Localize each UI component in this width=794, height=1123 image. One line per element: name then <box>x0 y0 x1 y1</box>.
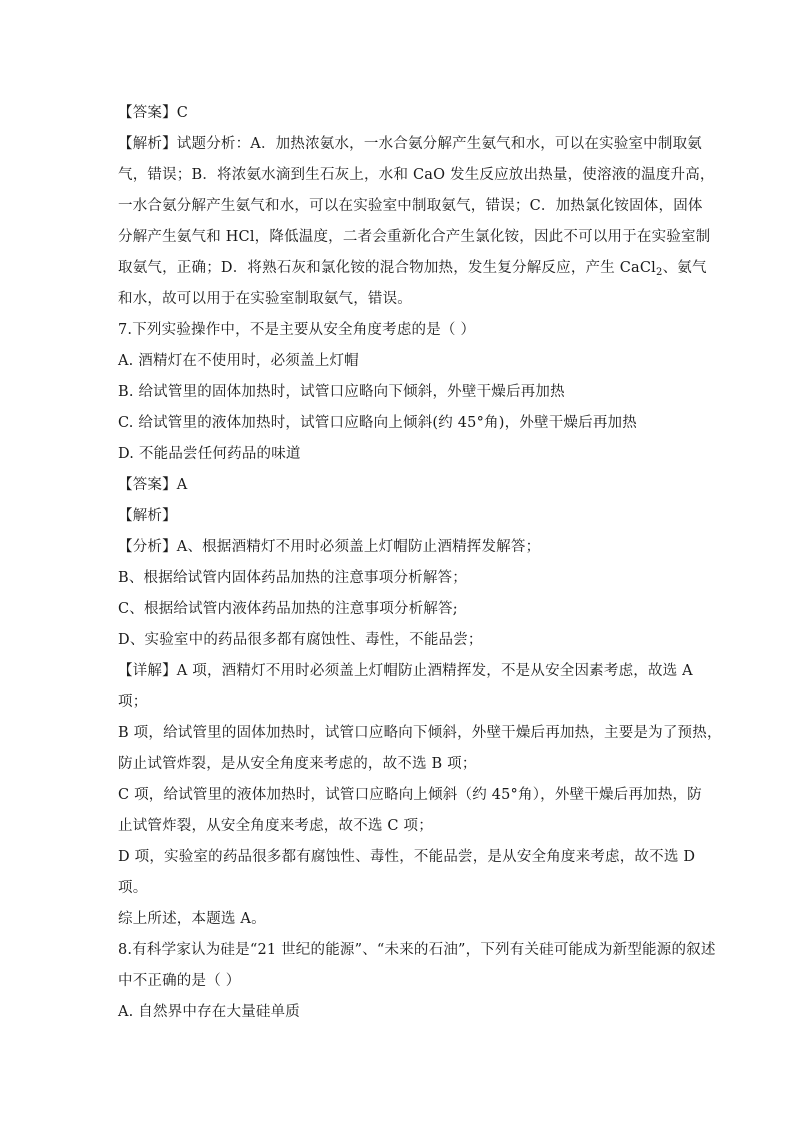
q7-fenxi-line-4: D、实验室中的药品很多都有腐蚀性、毒性，不能品尝； <box>118 632 483 648</box>
q7-fenxi-line-2: B、根据给试管内固体药品加热的注意事项分析解答； <box>118 570 467 586</box>
q8-stem-line-1: 8.有科学家认为硅是“21 世纪的能源”、“未来的石油”，下列有关硅可能成为新型能源的叙述 <box>118 942 716 958</box>
q7-option-a: A. 酒精灯在不使用时，必须盖上灯帽 <box>118 353 359 369</box>
q7-fenxi-line-3: C、根据给试管内液体药品加热的注意事项分析解答; <box>118 601 458 617</box>
q7-xiangjie-line-2: 项； <box>118 694 148 710</box>
cacl2-subscript: 2 <box>656 267 663 278</box>
q7-xiangjie-line-6: 止试管炸裂，从安全角度来考虑，故不选 C 项； <box>118 818 433 834</box>
q8-option-a: A. 自然界中存在大量硅单质 <box>118 1004 300 1020</box>
q7-option-c: C. 给试管里的液体加热时，试管口应略向上倾斜(约 45°角)，外壁干燥后再加热 <box>118 415 637 431</box>
q6-analysis-line-3: 一水合氨分解产生氨气和水，可以在实验室中制取氨气，错误；C．加热氯化铵固体，固体 <box>118 198 703 214</box>
q8-stem-line-2: 中不正确的是（ ） <box>118 973 241 989</box>
q7-analysis-heading: 【解析】 <box>118 508 177 524</box>
q7-xiangjie-line-4: 防止试管炸裂，是从安全角度来考虑的，故不选 B 项； <box>118 756 477 772</box>
q6-analysis-line-5 <box>118 258 707 278</box>
q6-analysis-line-1: 【解析】试题分析：A．加热浓氨水，一水合氨分解产生氨气和水，可以在实验室中制取氨 <box>118 136 702 152</box>
q7-stem: 7.下列实验操作中，不是主要从安全角度考虑的是（ ） <box>118 322 476 338</box>
q7-xiangjie-line-3: B 项，给试管里的固体加热时，试管口应略向下倾斜，外壁干燥后再加热，主要是为了预热， <box>118 725 722 741</box>
q7-xiangjie-line-7: D 项，实验室的药品很多都有腐蚀性、毒性，不能品尝，是从安全角度来考虑，故不选 D <box>118 849 696 865</box>
q6-analysis-line-5-tail: 、氨气 <box>662 260 707 276</box>
q7-summary: 综上所述，本题选 A。 <box>118 911 266 927</box>
q6-analysis-line-4: 分解产生氨气和 HCl，降低温度，二者会重新化合产生氯化铵，因此不可以用于在实验室制 <box>118 229 711 245</box>
q6-analysis-line-6: 和水，故可以用于在实验室制取氨气，错误。 <box>118 291 412 307</box>
q6-analysis-line-2: 气，错误；B．将浓氨水滴到生石灰上，水和 CaO 发生反应放出热量，使溶液的温度升高， <box>118 167 715 183</box>
q6-analysis-line-5-text: 取氨气，正确；D．将熟石灰和氯化铵的混合物加热，发生复分解反应，产生 CaCl <box>118 260 657 276</box>
q7-xiangjie-line-8: 项。 <box>118 880 148 896</box>
q7-fenxi-line-1: 【分析】A、根据酒精灯不用时必须盖上灯帽防止酒精挥发解答； <box>118 539 541 555</box>
q7-option-b: B. 给试管里的固体加热时，试管口应略向下倾斜，外壁干燥后再加热 <box>118 384 565 400</box>
q7-option-d: D. 不能品尝任何药品的味道 <box>118 446 301 462</box>
q7-xiangjie-line-5: C 项，给试管里的液体加热时，试管口应略向上倾斜（约 45°角），外壁干燥后再加热，防 <box>118 787 702 803</box>
q6-answer: 【答案】C <box>118 105 189 121</box>
q7-xiangjie-line-1: 【详解】A 项，酒精灯不用时必须盖上灯帽防止酒精挥发，不是从安全因素考虑，故选 A <box>118 663 693 679</box>
q7-answer: 【答案】A <box>118 477 188 493</box>
